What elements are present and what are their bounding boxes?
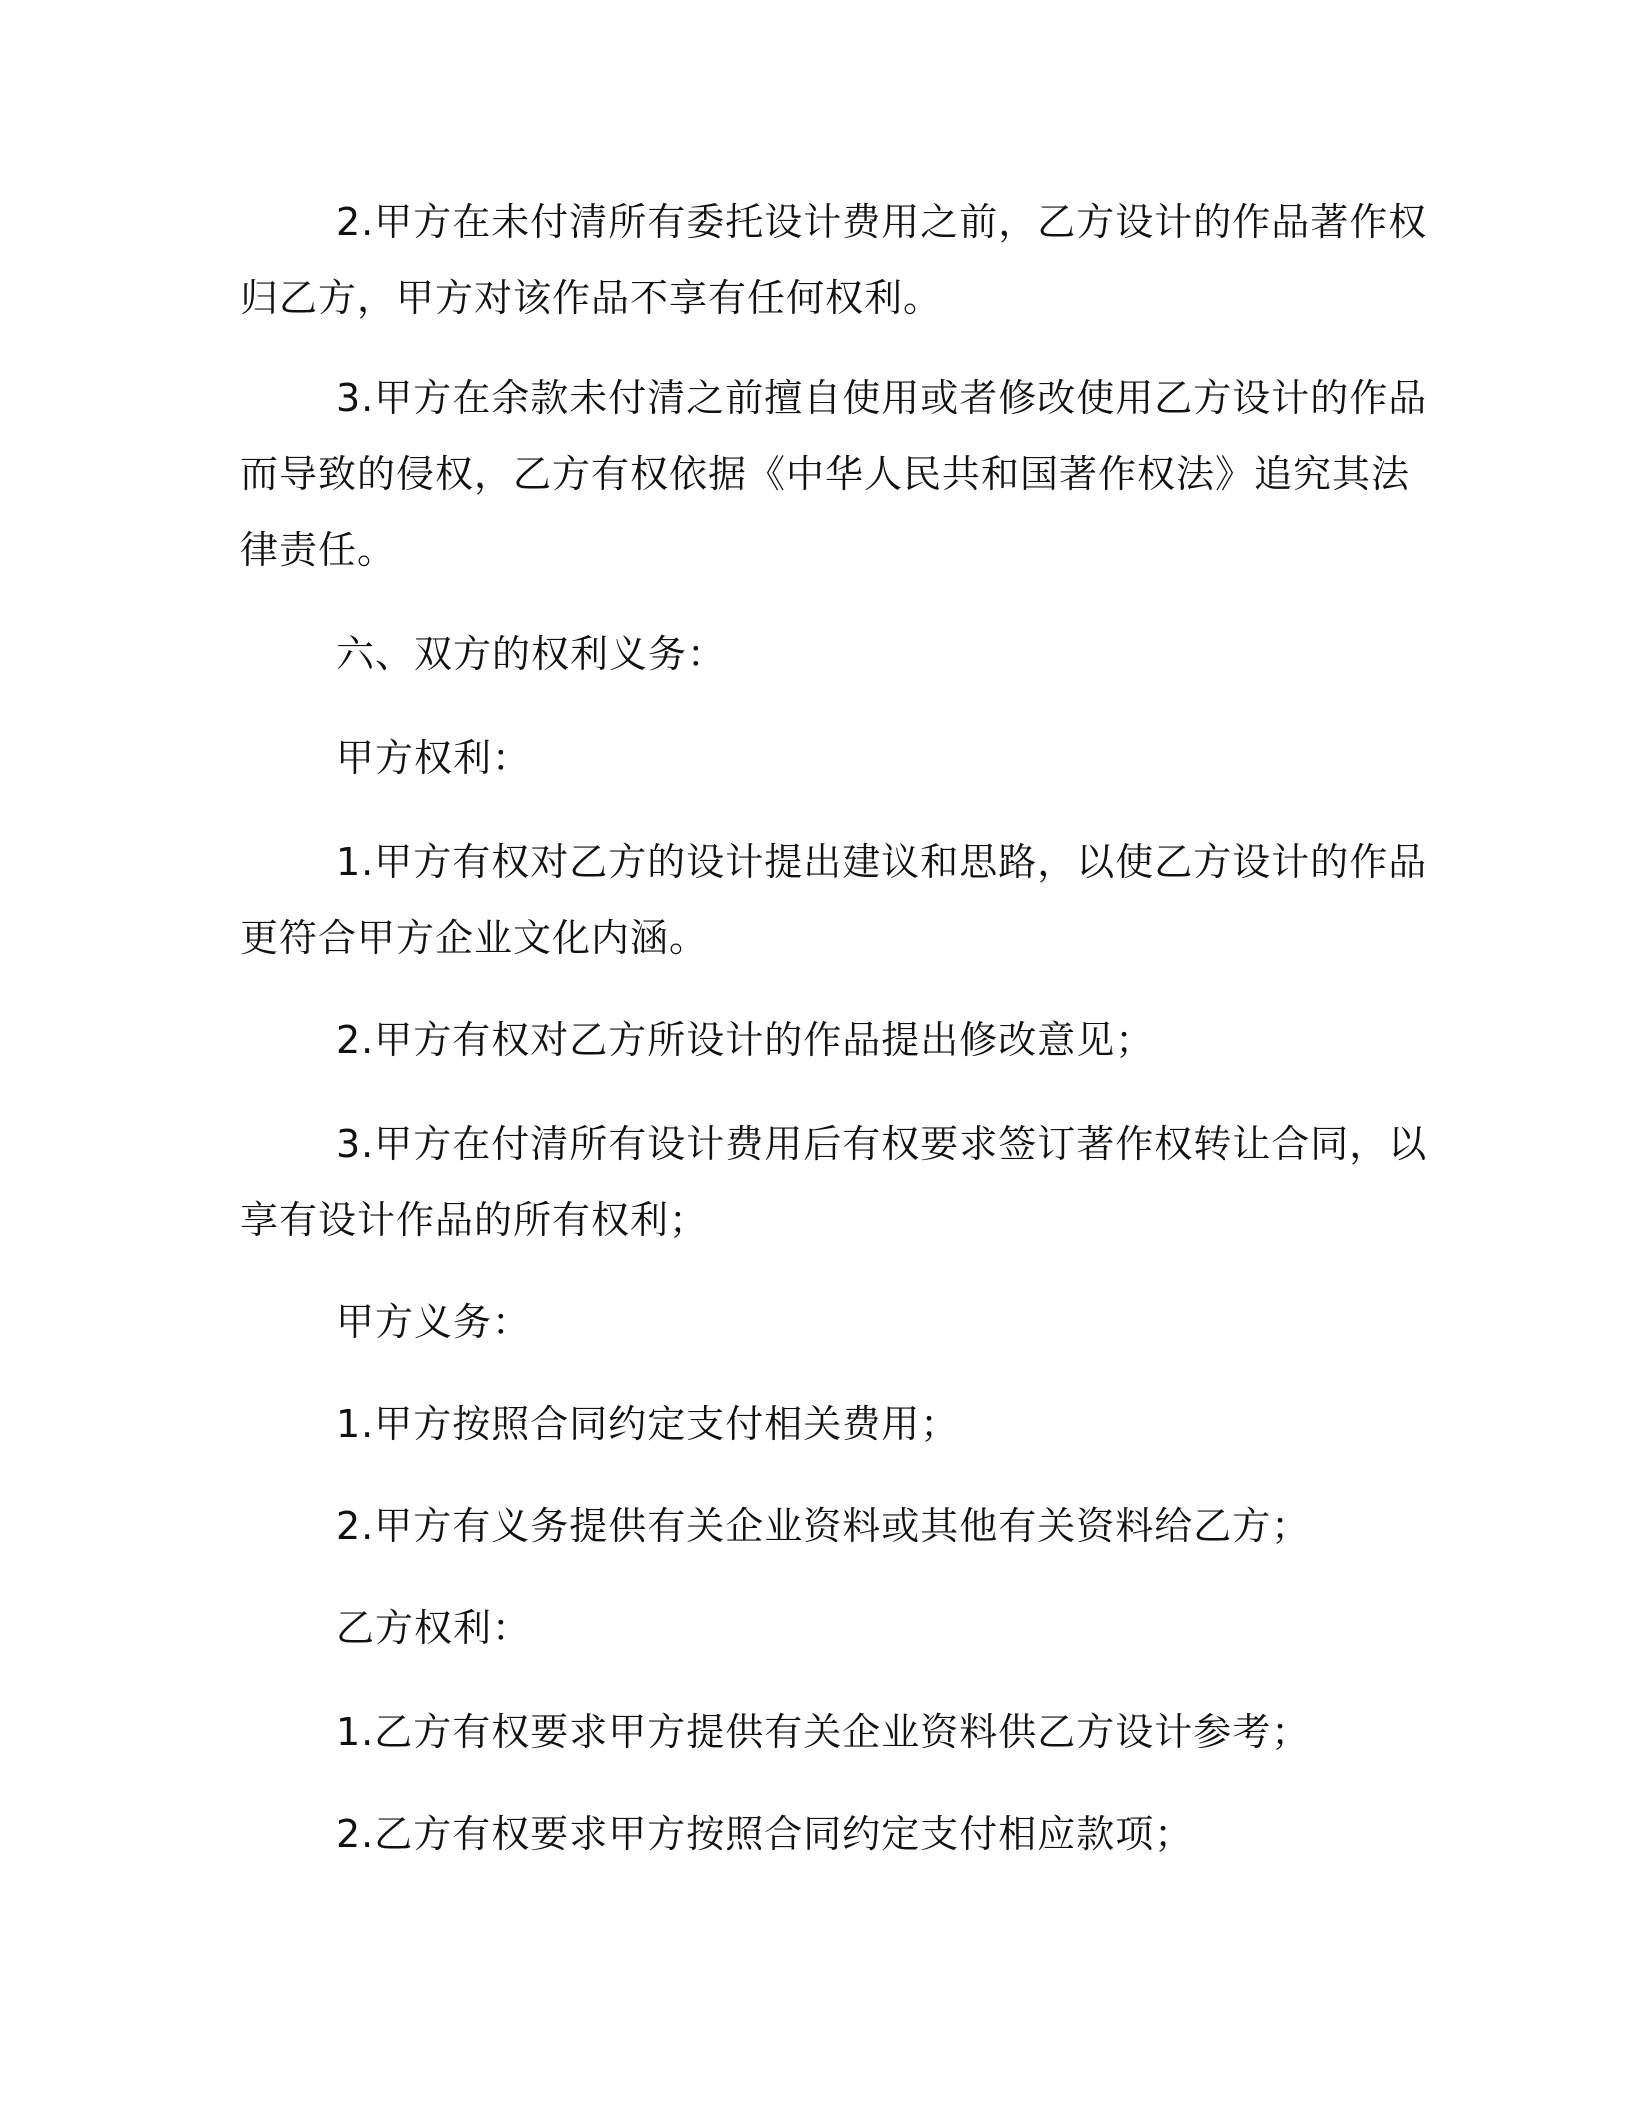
- paragraph-party-a-obligation-1: [240, 1386, 1380, 1462]
- text-line: 归乙方，甲方对该作品不享有任何权利。: [240, 276, 943, 320]
- subheading-party-a-obligations: [240, 1284, 1380, 1360]
- text-line: 六、双方的权利义务：: [336, 632, 727, 676]
- text-line: 2.甲方有义务提供有关企业资料或其他有关资料给乙方；: [336, 1504, 1311, 1548]
- paragraph-party-a-right-3: [240, 1106, 1428, 1258]
- text-line: 2.乙方有权要求甲方按照合同约定支付相应款项；: [336, 1812, 1194, 1856]
- section-heading-rights-obligations: [240, 616, 1380, 692]
- text-line: 3.甲方在付清所有设计费用后有权要求签订著作权转让合同，以: [336, 1122, 1428, 1166]
- paragraph-party-a-right-2: [240, 1002, 1380, 1078]
- text-line: 享有设计作品的所有权利；: [240, 1198, 709, 1242]
- paragraph-copyright-before-payment: [240, 184, 1428, 336]
- text-line: 而导致的侵权，乙方有权依据《中华人民共和国著作权法》追究其法: [240, 452, 1411, 496]
- text-line: 甲方义务：: [336, 1300, 532, 1344]
- paragraph-party-a-right-1: [240, 824, 1428, 976]
- text-line: 3.甲方在余款未付清之前擅自使用或者修改使用乙方设计的作品: [336, 376, 1428, 420]
- text-line: 2.甲方有权对乙方所设计的作品提出修改意见；: [336, 1018, 1155, 1062]
- paragraph-party-b-right-2: [240, 1796, 1380, 1872]
- text-line: 乙方权利：: [336, 1606, 532, 1650]
- subheading-party-a-rights: [240, 720, 1380, 796]
- text-line: 1.甲方按照合同约定支付相关费用；: [336, 1402, 960, 1446]
- text-line: 2.甲方在未付清所有委托设计费用之前，乙方设计的作品著作权: [336, 200, 1428, 244]
- text-line: 更符合甲方企业文化内涵。: [240, 916, 709, 960]
- paragraph-party-a-obligation-2: [240, 1488, 1380, 1564]
- text-line: 律责任。: [240, 528, 397, 572]
- subheading-party-b-rights: [240, 1590, 1380, 1666]
- paragraph-infringement-liability: [240, 360, 1428, 588]
- text-line: 甲方权利：: [336, 736, 532, 780]
- text-line: 1.乙方有权要求甲方提供有关企业资料供乙方设计参考；: [336, 1710, 1311, 1754]
- text-line: 1.甲方有权对乙方的设计提出建议和思路，以使乙方设计的作品: [336, 840, 1428, 884]
- paragraph-party-b-right-1: [240, 1694, 1380, 1770]
